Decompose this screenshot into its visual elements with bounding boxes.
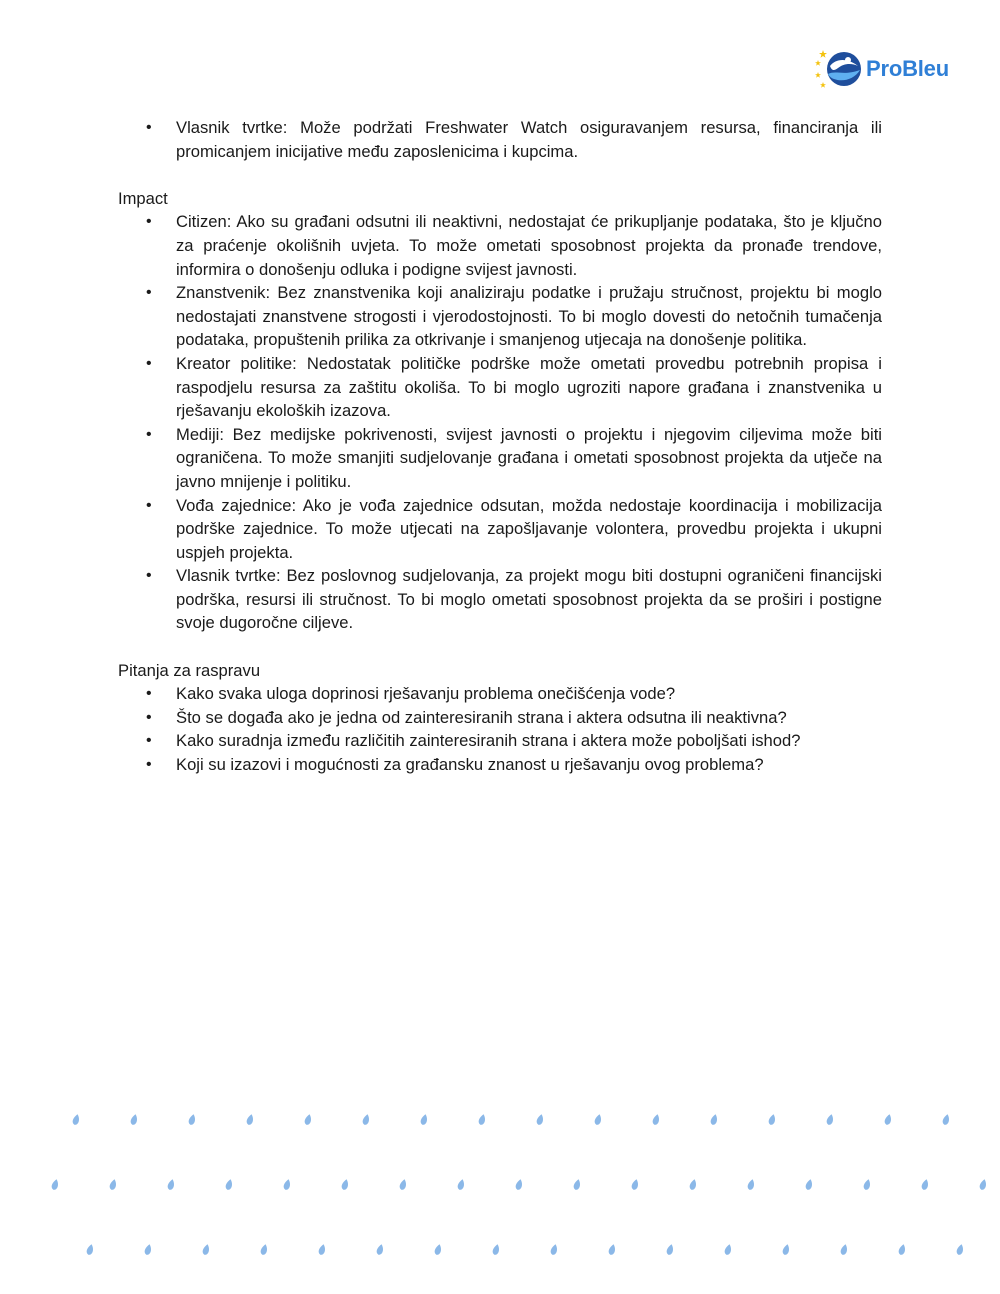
water-drop-icon [246, 1113, 255, 1125]
water-drop-icon [202, 1243, 211, 1255]
water-drop-icon [573, 1178, 582, 1190]
water-drop-icon [478, 1113, 487, 1125]
water-drop-icon [724, 1243, 733, 1255]
logo-text: ProBleu [866, 56, 949, 81]
water-drop-icon [884, 1113, 893, 1125]
water-drop-icon [515, 1178, 524, 1190]
list-item: • Vlasnik tvrtke: Bez poslovnog sudjelovanja, za projekt mogu biti dostupni ograničeni financijski podrška, resursi ili stručnost. To bi moglo ometati sposobnost projekta da se proširi i postigne svoje dugoročne ciljeve. [118, 564, 882, 635]
list-item: • Kako svaka uloga doprinosi rješavanju problema onečišćenja vode? [118, 682, 882, 706]
water-drop-icon [979, 1178, 988, 1190]
water-drop-icon [492, 1243, 501, 1255]
water-drop-icon [51, 1178, 60, 1190]
water-drop-icon [826, 1113, 835, 1125]
list-item: • Što se događa ako je jedna od zainteresiranih strana i aktera odsutna ili neaktivna? [118, 706, 882, 730]
impact-list [118, 210, 882, 635]
water-drop-icon [341, 1178, 350, 1190]
water-drop-icon [898, 1243, 907, 1255]
water-drop-icon [109, 1178, 118, 1190]
list-item: • Mediji: Bez medijske pokrivenosti, svijest javnosti o projektu i njegovim ciljevima može biti ograničena. To može smanjiti sudjelovanje građana i ometati sposobnost projekta da utječe na javno mnijenje i politiku. [118, 423, 882, 494]
water-drop-icon [86, 1243, 95, 1255]
discussion-heading: Pitanja za raspravu [118, 660, 261, 680]
list-item: • Znanstvenik: Bez znanstvenika koji analiziraju podatke i pružaju stručnost, projektu bi moglo nedostajati znanstvene strogosti i vjerodostojnosti. To bi moglo dovesti do netočnih tumačenja podataka, propuštenih prilika za otkrivanje i smanjenog utjecaja na donošenje politika. [118, 281, 882, 352]
water-drop-icon [747, 1178, 756, 1190]
water-drop-icon [689, 1178, 698, 1190]
discussion-section [118, 659, 882, 777]
eu-stars-icon [815, 50, 827, 88]
water-drop-icon [652, 1113, 661, 1125]
water-drop-icon [805, 1178, 814, 1190]
water-drop-icon [536, 1113, 545, 1125]
water-drop-icon [768, 1113, 777, 1125]
water-drop-icon [921, 1178, 930, 1190]
water-drop-icon [434, 1243, 443, 1255]
water-drop-icon [188, 1113, 197, 1125]
water-drop-icon [283, 1178, 292, 1190]
water-drop-icon [710, 1113, 719, 1125]
water-drop-icon [457, 1178, 466, 1190]
water-drop-icon [225, 1178, 234, 1190]
discussion-list [118, 682, 882, 776]
water-drop-icon [420, 1113, 429, 1125]
water-drop-icon [318, 1243, 327, 1255]
water-drop-pattern [0, 1100, 1000, 1294]
water-drop-icon [399, 1178, 408, 1190]
list-item: • Vlasnik tvrtke: Može podržati Freshwater Watch osiguravanjem resursa, financiranja ili promicanjem inicijative među zaposlenicima i kupcima. [118, 116, 882, 163]
list-item: • Koji su izazovi i mogućnosti za građansku znanost u rješavanju ovog problema? [118, 753, 882, 777]
water-drop-icon [666, 1243, 675, 1255]
water-drop-icon [594, 1113, 603, 1125]
water-drop-icon [144, 1243, 153, 1255]
water-drop-icon [260, 1243, 269, 1255]
water-drop-icon [942, 1113, 951, 1125]
water-drop-icon [631, 1178, 640, 1190]
document-body [118, 116, 882, 777]
water-drop-icon [167, 1178, 176, 1190]
water-drop-icon [362, 1113, 371, 1125]
impact-section [118, 187, 882, 635]
water-drop-icon [956, 1243, 965, 1255]
intro-list [118, 116, 882, 163]
water-drop-icon [72, 1113, 81, 1125]
probleu-logo [814, 46, 974, 92]
impact-heading: Impact [118, 188, 168, 208]
logo-emblem-icon [814, 46, 862, 92]
water-drop-icon [863, 1178, 872, 1190]
list-item: • Kako suradnja između različitih zainteresiranih strana i aktera može poboljšati ishod? [118, 729, 882, 753]
water-drop-icon [376, 1243, 385, 1255]
water-drop-icon [550, 1243, 559, 1255]
water-drop-icon [782, 1243, 791, 1255]
list-item: • Vođa zajednice: Ako je vođa zajednice odsutan, možda nedostaje koordinacija i mobilizacija podrške zajednice. To može utjecati na zapošljavanje volontera, provedbu projekta i ukupni uspjeh projekta. [118, 494, 882, 565]
water-drop-icon [608, 1243, 617, 1255]
list-item: • Kreator politike: Nedostatak političke podrške može ometati provedbu potrebnih propisa i raspodjelu resursa za zaštitu okoliša. To bi moglo ugroziti napore građana i znanstvenika u rješavanju ekoloških izazova. [118, 352, 882, 423]
water-drop-icon [130, 1113, 139, 1125]
water-drop-icon [304, 1113, 313, 1125]
water-drop-icon [840, 1243, 849, 1255]
list-item: • Citizen: Ako su građani odsutni ili neaktivni, nedostajat će prikupljanje podataka, što je ključno za praćenje okolišnih uvjeta. To može ometati sposobnost projekta da pronađe trendove, informira o donošenju odluka i podigne svijest javnosti. [118, 210, 882, 281]
